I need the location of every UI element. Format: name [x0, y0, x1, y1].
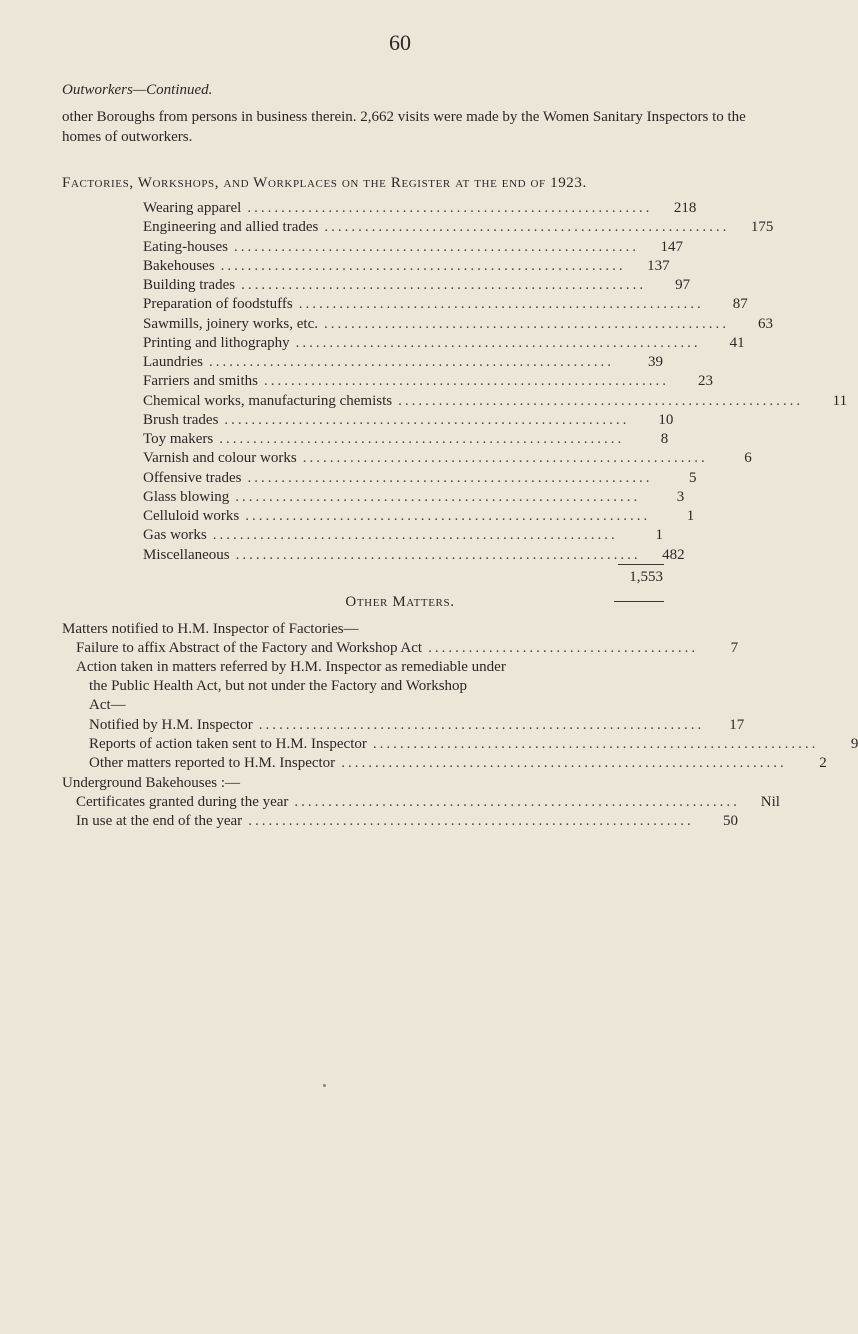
in-use-row: In use at the end of the year .................................................................. 50 [76, 813, 738, 829]
register-row: Brush trades ............................................................ 10 [143, 411, 663, 430]
register-label: Engineering and allied trades [143, 219, 319, 236]
other-matters-title: Other Matters. [345, 594, 455, 610]
register-label: Glass blowing [143, 488, 230, 505]
running-head: Outworkers—Continued. [62, 82, 213, 98]
register-value: 8 [660, 431, 669, 447]
register-row: Gas works ............................................................ 1 [143, 526, 663, 545]
register-row: Celluloid works ............................................................ 1 [143, 507, 663, 526]
intro-paragraph [62, 107, 752, 147]
register-row: Preparation of foodstuffs ............................................................ 87 [143, 295, 663, 314]
register-value: 39 [648, 354, 663, 370]
register-label: Chemical works, manufacturing chemists [143, 392, 393, 409]
certificates-label: Certificates granted during the year [76, 794, 289, 810]
register-total: 1,553 [629, 569, 663, 585]
register-label: Farriers and smiths [143, 373, 258, 390]
register-label: Sawmills, joinery works, etc. [143, 315, 318, 332]
register-label: Laundries [143, 354, 203, 370]
register-value: 3 [676, 488, 685, 505]
notified-value: 17 [729, 717, 745, 733]
notified-row: Notified by H.M. Inspector .................................................................. 17 [89, 717, 745, 733]
action-line-2: the Public Health Act, but not under the Factory and Workshop [89, 678, 468, 694]
register-row: Engineering and allied trades ............................................................ 175 [143, 218, 663, 237]
action-line-3: Act— [89, 697, 126, 713]
notified-label: Notified by H.M. Inspector [89, 717, 253, 733]
register-row: Laundries ............................................................ 39 [143, 353, 663, 372]
register-row: Printing and lithography ............................................................ 41 [143, 334, 663, 353]
register-value: 175 [750, 219, 774, 236]
register-label: Brush trades [143, 411, 219, 428]
register-label: Miscellaneous [143, 546, 230, 563]
register-value: 5 [688, 469, 697, 486]
register-value: 482 [662, 546, 685, 563]
register-row: Farriers and smiths ............................................................ 23 [143, 372, 663, 391]
notified-heading: Matters notified to H.M. Inspector of Factories— [62, 621, 359, 637]
reports-row: Reports of action taken sent to H.M. Inspector .................................................................. 9 [89, 736, 858, 752]
register-row: Eating-houses ............................................................ 147 [143, 238, 663, 257]
certificates-row: Certificates granted during the year .................................................................. Nil [76, 794, 780, 810]
register-row: Toy makers ............................................................ 8 [143, 430, 663, 449]
register-section-title: Factories, Workshops, and Workplaces on the Register at the end of 1923. [62, 175, 587, 191]
other-reported-value: 2 [819, 755, 827, 771]
failure-value: 7 [730, 640, 739, 656]
register-label: Gas works [143, 527, 207, 544]
other-reported-label: Other matters reported to H.M. Inspector [89, 755, 336, 771]
register-value: 1 [655, 527, 663, 544]
register-row: Varnish and colour works ............................................................ 6 [143, 449, 663, 468]
in-use-label: In use at the end of the year [76, 813, 243, 829]
register-value: 147 [660, 238, 683, 255]
other-reported-row: Other matters reported to H.M. Inspector .................................................................. 2 [89, 755, 827, 771]
bakehouses-heading: Underground Bakehouses :— [62, 775, 241, 791]
register-value: 1 [686, 508, 695, 524]
register-label: Celluloid works [143, 508, 240, 524]
register-value: 97 [675, 277, 691, 293]
register-label: Preparation of foodstuffs [143, 296, 293, 313]
register-row: Wearing apparel ............................................................ 218 [143, 199, 663, 218]
register-label: Bakehouses [143, 257, 215, 274]
register-row: Miscellaneous ............................................................ 482 [143, 546, 663, 565]
register-value: 218 [673, 200, 697, 216]
register-label: Printing and lithography [143, 334, 290, 351]
reports-value: 9 [850, 736, 858, 752]
register-row: Building trades ............................................................ 97 [143, 276, 663, 295]
register-label: Wearing apparel [143, 200, 242, 216]
register-label: Offensive trades [143, 469, 242, 486]
register-row: Bakehouses ............................................................ 137 [143, 257, 663, 276]
register-label: Eating-houses [143, 238, 228, 255]
register-value: 137 [647, 257, 670, 274]
register-value: 11 [832, 392, 848, 409]
register-value: 10 [658, 411, 674, 428]
register-row: Sawmills, joinery works, etc. ............................................................ 63 [143, 315, 663, 334]
failure-label: Failure to affix Abstract of the Factory and Workshop Act [76, 640, 423, 656]
register-label: Toy makers [143, 431, 214, 447]
failure-row: Failure to affix Abstract of the Factory and Workshop Act ........................................ 7 [76, 640, 739, 656]
register-label: Varnish and colour works [143, 450, 297, 467]
action-line-1: Action taken in matters referred by H.M. Inspector as remediable under [76, 659, 506, 675]
register-value: 87 [732, 296, 748, 313]
certificates-value: Nil [760, 794, 780, 810]
total-rule-top [618, 564, 664, 565]
page-number: 60 [389, 30, 411, 55]
print-speck [323, 1084, 326, 1087]
register-value: 23 [697, 373, 713, 390]
register-value: 63 [757, 315, 773, 332]
register-value: 6 [744, 450, 752, 467]
register-value: 41 [729, 334, 745, 351]
register-row: Glass blowing ............................................................ 3 [143, 488, 663, 507]
register-label: Building trades [143, 277, 236, 293]
reports-label: Reports of action taken sent to H.M. Inspector [89, 736, 367, 752]
register-list [143, 199, 848, 565]
register-row: Chemical works, manufacturing chemists ............................................................ 11 [143, 392, 663, 411]
intro-text: other Boroughs from persons in business therein. 2,662 visits were made by the Women Sanitary Inspectors to the homes of outworkers. [62, 109, 746, 145]
register-row: Offensive trades ............................................................ 5 [143, 469, 663, 488]
in-use-value: 50 [723, 813, 738, 829]
